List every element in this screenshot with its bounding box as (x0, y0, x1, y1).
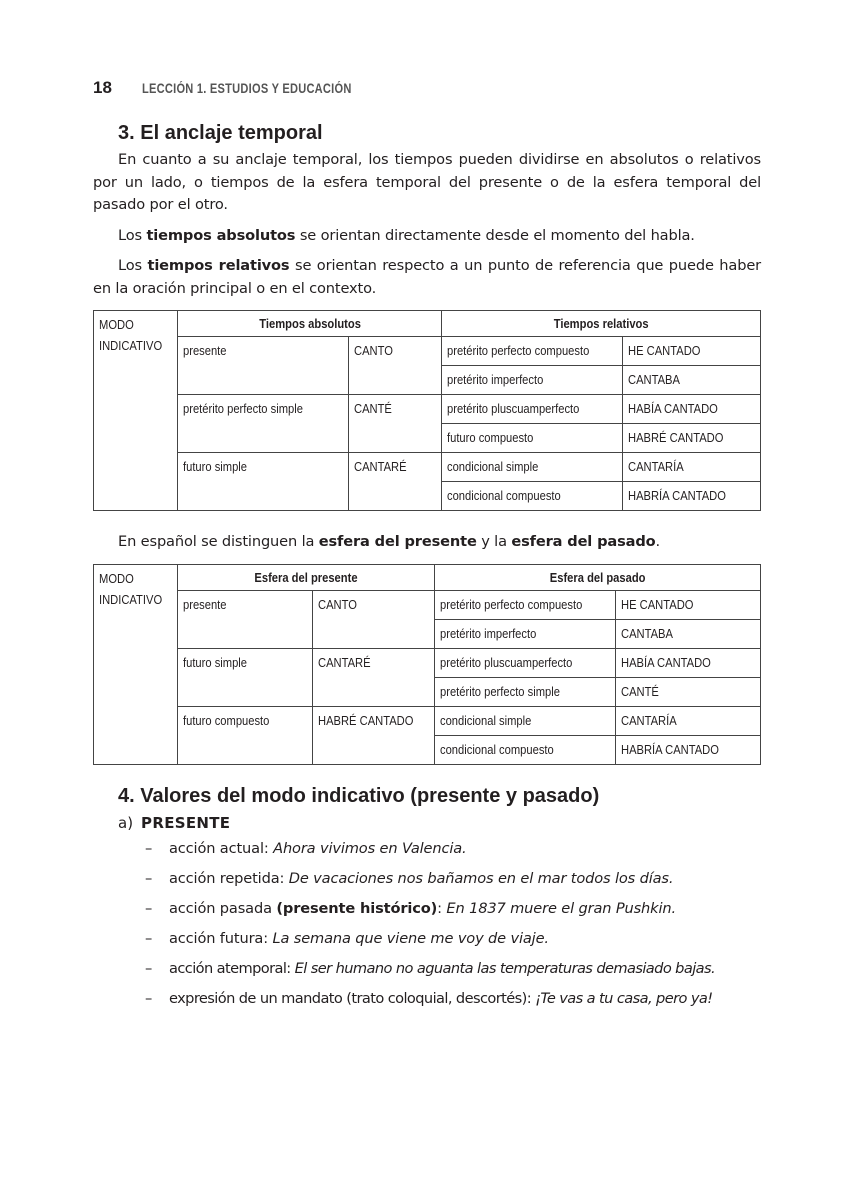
tense-name: condicional simple (441, 453, 622, 482)
running-title: LECCIÓN 1. ESTUDIOS Y EDUCACIÓN (141, 81, 352, 96)
value-label: acción futura: (169, 929, 273, 947)
text-run: se orientan respecto a un punto de referencia que puede haber en la oración principal o en el contexto. (93, 257, 761, 297)
value-label: acción pasada (169, 899, 277, 917)
tense-name: pretérito perfecto simple (178, 395, 349, 453)
tense-name: pretérito pluscuamperfecto (441, 395, 622, 424)
tense-name: pretérito perfecto compuesto (435, 590, 616, 619)
tense-form: CANTÉ (616, 677, 761, 706)
list-item (145, 868, 761, 890)
tense-form: CANTO (349, 337, 441, 395)
page-number: 18 (93, 78, 112, 97)
tense-name: pretérito pluscuamperfecto (435, 648, 616, 677)
text-run: Los (118, 257, 148, 274)
tense-form: HABRÉ CANTADO (622, 424, 760, 453)
tense-form: HE CANTADO (622, 337, 760, 366)
list-item (145, 898, 761, 920)
text-run: . (655, 533, 660, 550)
dash-bullet: – (145, 929, 153, 947)
tense-form: CANTABA (616, 619, 761, 648)
paragraph-anclaje: En cuanto a su anclaje temporal, los tiempos pueden dividirse en absolutos o relativos por un lado, o tiempos de la esfera temporal del presente o de la esfera temporal del pasado por el otro. (93, 151, 761, 213)
list-item (145, 838, 761, 860)
mode-label-line: MODO (99, 570, 134, 586)
term-bold: esfera del pasado (511, 533, 656, 550)
section-4-title: 4. Valores del modo indicativo (presente y pasado) (118, 784, 600, 807)
tense-form: HABRÉ CANTADO (313, 706, 435, 764)
tense-name: condicional compuesto (435, 735, 616, 764)
dash-bullet: – (145, 899, 153, 917)
column-header-presente: Esfera del presente (178, 564, 435, 590)
table-mode-label (94, 311, 178, 511)
column-header-pasado: Esfera del pasado (435, 564, 761, 590)
tense-name: futuro compuesto (178, 706, 313, 764)
tense-form: CANTARÉ (313, 648, 435, 706)
list-item (145, 928, 761, 950)
paragraph-relativos (93, 255, 761, 300)
value-label: acción actual: (169, 839, 274, 857)
tense-name: condicional compuesto (441, 482, 622, 511)
value-label: acción atemporal: (169, 959, 295, 977)
table-mode-label (94, 564, 178, 764)
value-label: : (437, 899, 447, 917)
column-header-absolutos: Tiempos absolutos (178, 311, 441, 337)
tense-form: HE CANTADO (616, 590, 761, 619)
tense-name: futuro simple (178, 648, 313, 706)
tense-form: CANTABA (622, 366, 760, 395)
dash-bullet: – (145, 839, 153, 857)
text-run: En español se distinguen la (118, 533, 319, 550)
value-label-bold: (presente histórico) (276, 899, 438, 917)
tense-form: CANTARÉ (349, 453, 441, 511)
term-bold: esfera del presente (318, 533, 477, 550)
mode-label-line: INDICATIVO (99, 591, 163, 607)
table-present-past-spheres (93, 564, 761, 765)
example-text: De vacaciones nos bañamos en el mar todos los días. (288, 869, 674, 887)
tense-form: CANTARÍA (616, 706, 761, 735)
example-text: ¡Te vas a tu casa, pero ya! (535, 989, 713, 1007)
dash-bullet: – (145, 869, 153, 887)
dash-bullet: – (145, 959, 153, 977)
section-3-title: 3. El anclaje temporal (118, 122, 323, 144)
tense-form: HABRÍA CANTADO (616, 735, 761, 764)
page-header (93, 78, 398, 98)
column-header-relativos: Tiempos relativos (441, 311, 760, 337)
tense-name: condicional simple (435, 706, 616, 735)
table-absolute-relative-tenses (93, 310, 761, 511)
paragraph-absolutos (93, 225, 761, 248)
value-label: acción repetida: (169, 869, 289, 887)
subsection-letter: a) (118, 813, 134, 832)
tense-name: pretérito imperfecto (441, 366, 622, 395)
tense-form: HABÍA CANTADO (622, 395, 760, 424)
mode-label-line: INDICATIVO (99, 338, 163, 353)
tense-name: pretérito perfecto compuesto (441, 337, 622, 366)
subsection-heading (118, 814, 761, 832)
example-text: Ahora vivimos en Valencia. (273, 839, 467, 857)
tense-name: presente (178, 590, 313, 648)
example-text: El ser humano no aguanta las temperaturas demasiado bajas. (294, 959, 716, 977)
mode-label-line: MODO (99, 317, 134, 332)
tense-name: presente (178, 337, 349, 395)
tense-name: pretérito imperfecto (435, 619, 616, 648)
tense-name: futuro compuesto (441, 424, 622, 453)
example-text: La semana que viene me voy de viaje. (272, 929, 549, 947)
list-item (145, 988, 761, 1010)
page-content (93, 122, 761, 1018)
tense-name: futuro simple (178, 453, 349, 511)
subsection-title: PRESENTE (141, 813, 231, 832)
example-text: En 1837 muere el gran Pushkin. (446, 899, 676, 917)
dash-bullet: – (145, 989, 153, 1007)
tense-form: HABÍA CANTADO (616, 648, 761, 677)
text-run: Los (118, 226, 147, 244)
tense-name: pretérito perfecto simple (435, 677, 616, 706)
term-bold: tiempos absolutos (146, 226, 296, 244)
term-bold: tiempos relativos (147, 257, 290, 274)
list-item (145, 958, 761, 980)
value-label: expresión de un mandato (trato coloquial, descortés): (169, 989, 536, 1007)
tense-form: CANTO (313, 590, 435, 648)
tense-form: CANTARÍA (622, 453, 760, 482)
text-run: y la (476, 533, 512, 550)
paragraph-esferas (93, 531, 761, 554)
text-run: se orientan directamente desde el momento del habla. (295, 226, 695, 244)
tense-form: HABRÍA CANTADO (622, 482, 760, 511)
present-values-list (93, 838, 761, 1010)
tense-form: CANTÉ (349, 395, 441, 453)
